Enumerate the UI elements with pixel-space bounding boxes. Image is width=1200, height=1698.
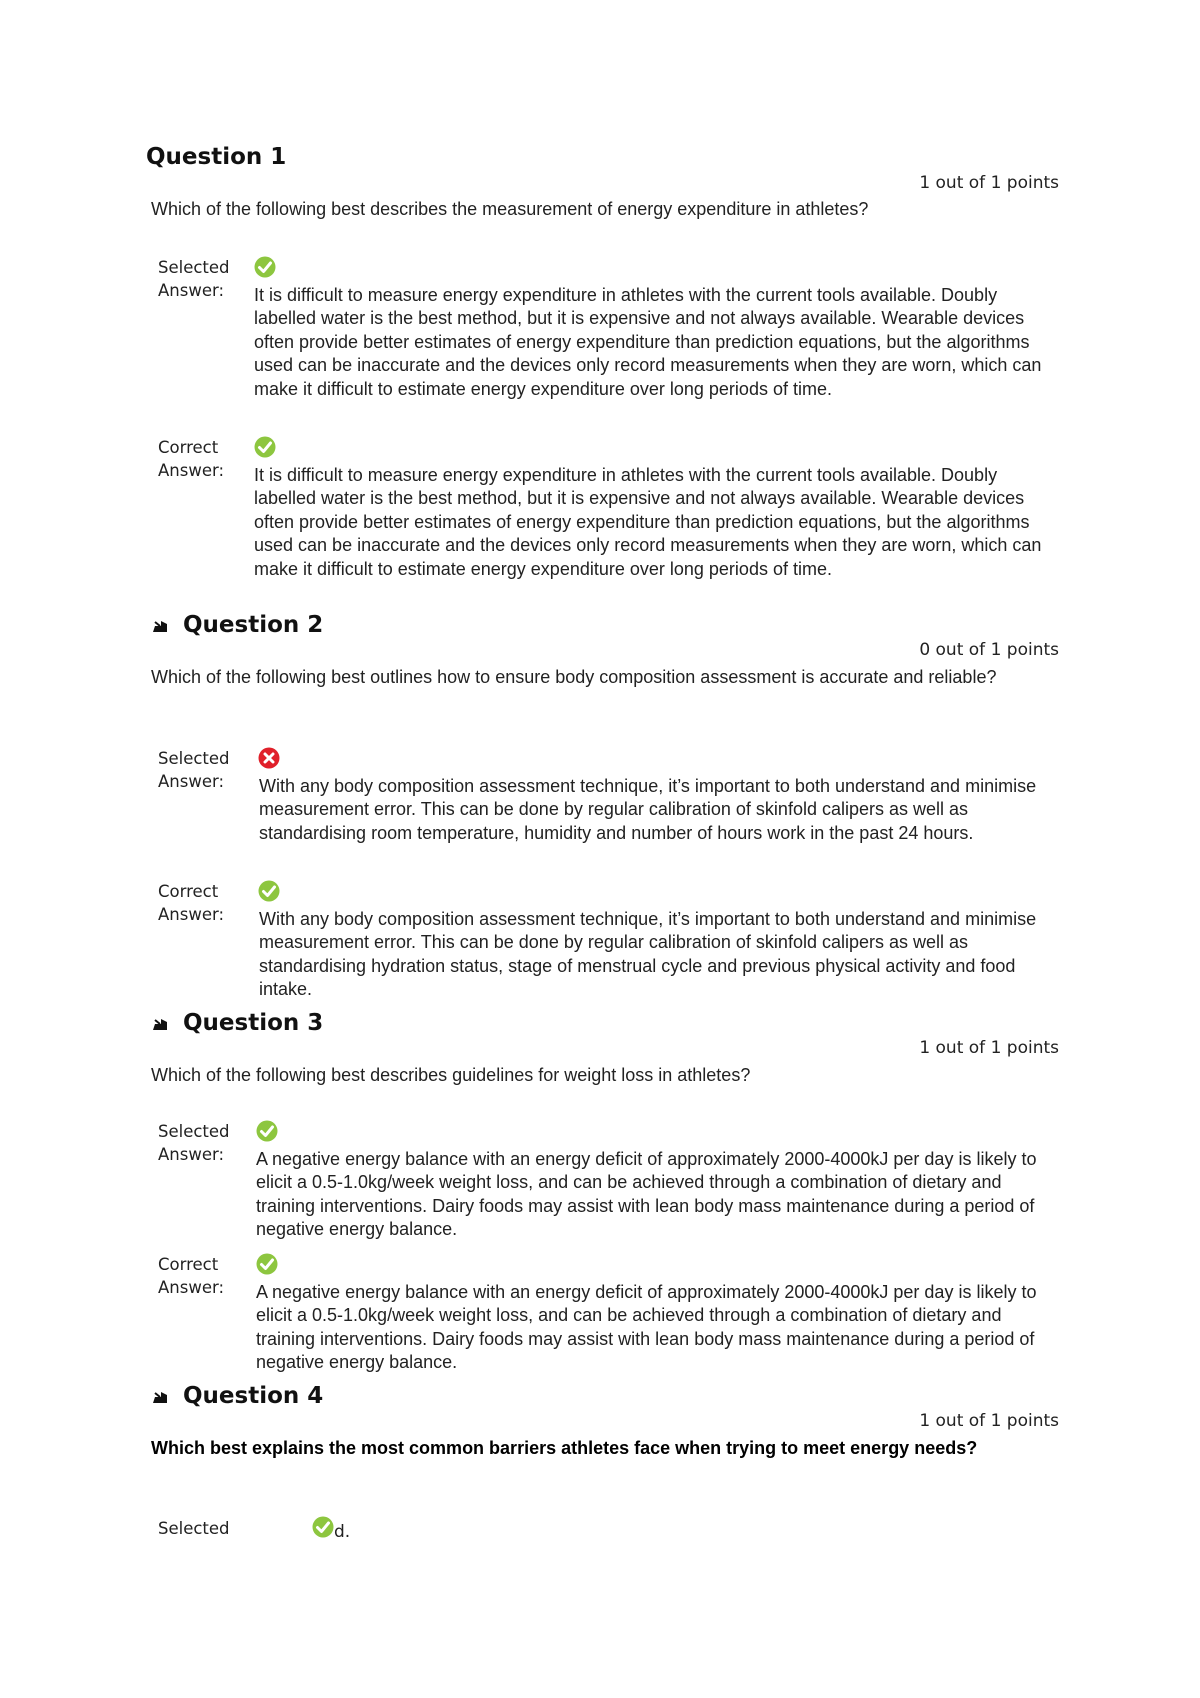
question-points: 1 out of 1 points [919,173,1059,193]
answer-label: Answer: [158,1278,225,1297]
selected-answer-text: With any body composition assessment technique, it’s important to both understand and minimise measurement error. This can be done by regular calibration of skinfold calipers as well as standardising room temperature, humidity and number of hours work in the past 24 hours. [259,776,1037,843]
correct-answer-text: A negative energy balance with an energy deficit of approximately 2000-4000kJ per day is likely to elicit a 0.5-1.0kg/week weight loss, and can be achieved through a combination of dietary and training interventions. Dairy foods may assist with lean body mass maintenance during a period of negative energy balance. [256,1282,1037,1373]
pushpin-icon [151,617,169,635]
answer-label: Answer: [158,772,225,791]
selected-answer-text: A negative energy balance with an energy deficit of approximately 2000-4000kJ per day is likely to elicit a 0.5-1.0kg/week weight loss, and can be achieved through a combination of dietary and training interventions. Dairy foods may assist with lean body mass maintenance during a period of negative energy balance. [256,1149,1037,1240]
answer-label: Answer: [158,1145,225,1164]
question-title [146,146,286,169]
cross-icon [258,747,280,769]
question-points: 0 out of 1 points [919,640,1059,660]
question-title-text: Question 2 [183,612,324,638]
pushpin-icon [151,1015,169,1033]
selected-label: Selected [158,1519,230,1538]
question-title-text: Question 1 [146,144,287,170]
question-title [151,614,323,637]
answer-label: Answer: [158,905,225,924]
question-title [151,1012,323,1035]
selected-label: Selected [158,1122,230,1141]
question-text: Which of the following best describes the measurement of energy expenditure in athletes? [151,199,869,219]
answer-label: Answer: [158,461,225,480]
check-icon [256,1253,278,1275]
check-icon [254,436,276,458]
question-title-text: Question 4 [183,1383,324,1409]
question-text: Which of the following best describes guidelines for weight loss in athletes? [151,1065,751,1085]
correct-label: Correct [158,438,219,457]
correct-label: Correct [158,882,219,901]
question-points: 1 out of 1 points [919,1411,1059,1431]
answer-label: Answer: [158,281,225,300]
question-title-text: Question 3 [183,1010,324,1036]
correct-answer-text: With any body composition assessment technique, it’s important to both understand and minimise measurement error. This can be done by regular calibration of skinfold calipers as well as standardising hydration status, stage of menstrual cycle and previous physical activity and food intake. [259,909,1037,1000]
correct-answer-text: It is difficult to measure energy expenditure in athletes with the current tools available. Doubly labelled water is the best method, but it is expensive and not always available. Wearable devices often provide better estimates of energy expenditure than prediction equations, but the algorithms used can be inaccurate and the devices only record measurements when they are worn, which can make it difficult to estimate energy expenditure over long periods of time. [254,465,1042,579]
correct-label: Correct [158,1255,219,1274]
selected-answer-text: d. [334,1522,351,1542]
question-text: Which best explains the most common barriers athletes face when trying to meet energy needs? [151,1438,978,1458]
selected-answer-text: It is difficult to measure energy expenditure in athletes with the current tools available. Doubly labelled water is the best method, but it is expensive and not always available. Wearable devices often provide better estimates of energy expenditure than prediction equations, but the algorithms used can be inaccurate and the devices only record measurements when they are worn, which can make it difficult to estimate energy expenditure over long periods of time. [254,285,1042,399]
selected-label: Selected [158,258,230,277]
question-points: 1 out of 1 points [919,1038,1059,1058]
selected-label: Selected [158,749,230,768]
check-icon [258,880,280,902]
check-icon [312,1516,334,1538]
question-text: Which of the following best outlines how to ensure body composition assessment is accurate and reliable? [151,667,997,687]
check-icon [254,256,276,278]
question-title [151,1385,323,1408]
pushpin-icon [151,1388,169,1406]
check-icon [256,1120,278,1142]
